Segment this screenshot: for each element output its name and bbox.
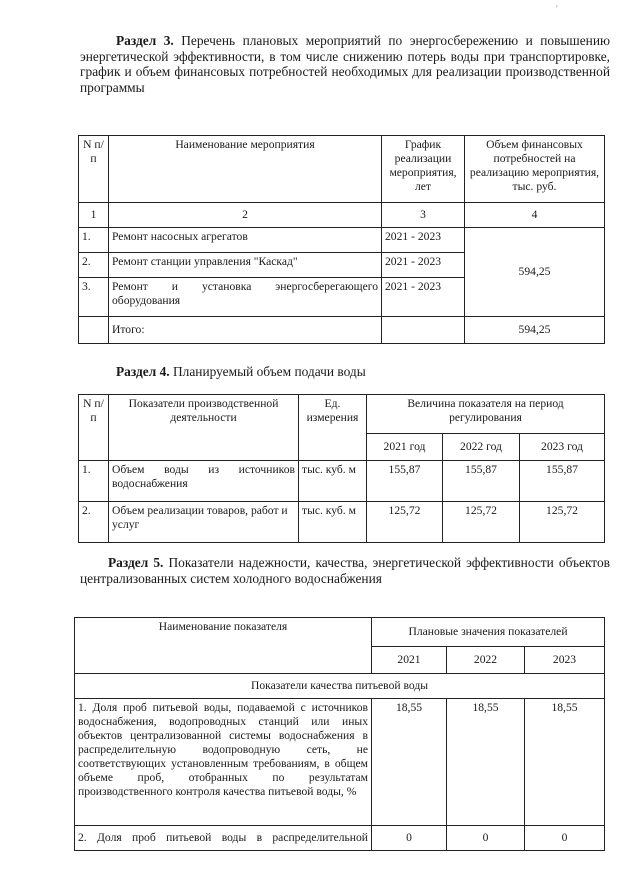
- header-cell: Объем финансовых потребностей на реализацию мероприятия, тыс. руб.: [465, 136, 605, 203]
- measure-name: Ремонт станции управления "Каскад": [109, 253, 382, 278]
- measure-name: Ремонт и установка энергосберегающего оборудования: [109, 278, 382, 317]
- table-header-row: [79, 395, 605, 434]
- empty-cell: [79, 317, 109, 344]
- value-cell: 0: [447, 826, 525, 851]
- value-cell: 0: [525, 826, 605, 851]
- section-5-label: Раздел 5.: [108, 555, 164, 570]
- header-cell: Показатели производственной деятельности: [109, 395, 299, 461]
- group-title: Показатели качества питьевой воды: [75, 674, 605, 699]
- measures-table: [78, 135, 605, 344]
- measure-period: 2021 - 2023: [382, 253, 465, 278]
- section-4-label: Раздел 4.: [116, 364, 170, 379]
- corner-mark: ': [556, 4, 558, 14]
- header-cell: График реализации мероприятия, лет: [382, 136, 465, 203]
- measure-name: Ремонт насосных агрегатов: [109, 228, 382, 253]
- total-label: Итого:: [109, 317, 382, 344]
- section-5-text: Показатели надежности, качества, энергетической эффективности объектов централизованных систем холодного водоснабжения: [80, 555, 610, 586]
- header-cell: Наименование мероприятия: [109, 136, 382, 203]
- row-number: 3.: [79, 278, 109, 317]
- section-3-text: Перечень плановых мероприятий по энергосбережению и повышению энергетической эффективности, в том числе снижению потерь воды при транспортировке, график и объем финансовых потребностей необходимых для реализации производственной программы: [80, 33, 610, 95]
- section-3-label: Раздел 3.: [116, 33, 174, 48]
- column-number: 2: [109, 203, 382, 228]
- table-row: [79, 502, 605, 543]
- row-number: 2.: [79, 502, 109, 543]
- row-number: 2.: [79, 253, 109, 278]
- value-cell: 155,87: [443, 461, 520, 502]
- empty-cell: [382, 317, 465, 344]
- value-cell: 155,87: [520, 461, 605, 502]
- table-row: [79, 461, 605, 502]
- header-cell: N п/п: [79, 395, 109, 461]
- group-row: [75, 674, 605, 699]
- measure-period: 2021 - 2023: [382, 278, 465, 317]
- year-header: 2022 год: [443, 434, 520, 461]
- value-cell: 125,72: [443, 502, 520, 543]
- section-4-heading: [116, 364, 606, 380]
- total-row: [79, 317, 605, 344]
- total-value: 594,25: [465, 317, 605, 344]
- unit-cell: тыс. куб. м: [299, 461, 367, 502]
- value-cell: 18,55: [525, 699, 605, 826]
- column-number: 4: [465, 203, 605, 228]
- row-number: 1.: [79, 461, 109, 502]
- row-number: 1.: [79, 228, 109, 253]
- indicator-name: 1. Доля проб питьевой воды, подаваемой с источников водоснабжения, водопроводных станций или иных объектов централизованной системы водоснабжения в распределительную водопроводную сеть, не соответствующих установленным требованиям, в общем объеме проб, отобранных по результатам производственного контроля качества питьевой воды, %: [75, 699, 372, 826]
- indicator-name: Объем реализации товаров, работ и услуг: [109, 502, 299, 543]
- measure-period: 2021 - 2023: [382, 228, 465, 253]
- value-cell: 155,87: [367, 461, 443, 502]
- year-header: 2021: [372, 647, 447, 674]
- table-header-row: [75, 618, 605, 647]
- section-4-text: Планируемый объем подачи воды: [169, 364, 366, 379]
- header-cell: Ед. измерения: [299, 395, 367, 461]
- header-cell: N п/п: [79, 136, 109, 203]
- header-cell: Плановые значения показателей: [372, 618, 605, 647]
- indicator-name: 2. Доля проб питьевой воды в распределительной: [75, 826, 372, 851]
- value-cell: 0: [372, 826, 447, 851]
- value-cell: 18,55: [447, 699, 525, 826]
- header-cell: Величина показателя на период регулирования: [367, 395, 605, 434]
- value-cell: 125,72: [520, 502, 605, 543]
- section-3-heading: [80, 33, 610, 95]
- year-header: 2023 год: [520, 434, 605, 461]
- table-row: [75, 826, 605, 851]
- column-number: 1: [79, 203, 109, 228]
- quality-indicators-table: [74, 617, 605, 851]
- table-row: [79, 228, 605, 253]
- table-header-row: [79, 136, 605, 203]
- column-number: 3: [382, 203, 465, 228]
- value-cell: 125,72: [367, 502, 443, 543]
- water-supply-table: [78, 394, 605, 543]
- header-cell: Наименование показателя: [75, 618, 372, 674]
- unit-cell: тыс. куб. м: [299, 502, 367, 543]
- value-cell: 18,55: [372, 699, 447, 826]
- merged-amount: 594,25: [465, 228, 605, 317]
- column-number-row: [79, 203, 605, 228]
- table-row: [75, 699, 605, 826]
- year-header: 2023: [525, 647, 605, 674]
- year-header: 2021 год: [367, 434, 443, 461]
- year-header: 2022: [447, 647, 525, 674]
- indicator-name: Объем воды из источников водоснабжения: [109, 461, 299, 502]
- section-5-heading: [80, 555, 610, 586]
